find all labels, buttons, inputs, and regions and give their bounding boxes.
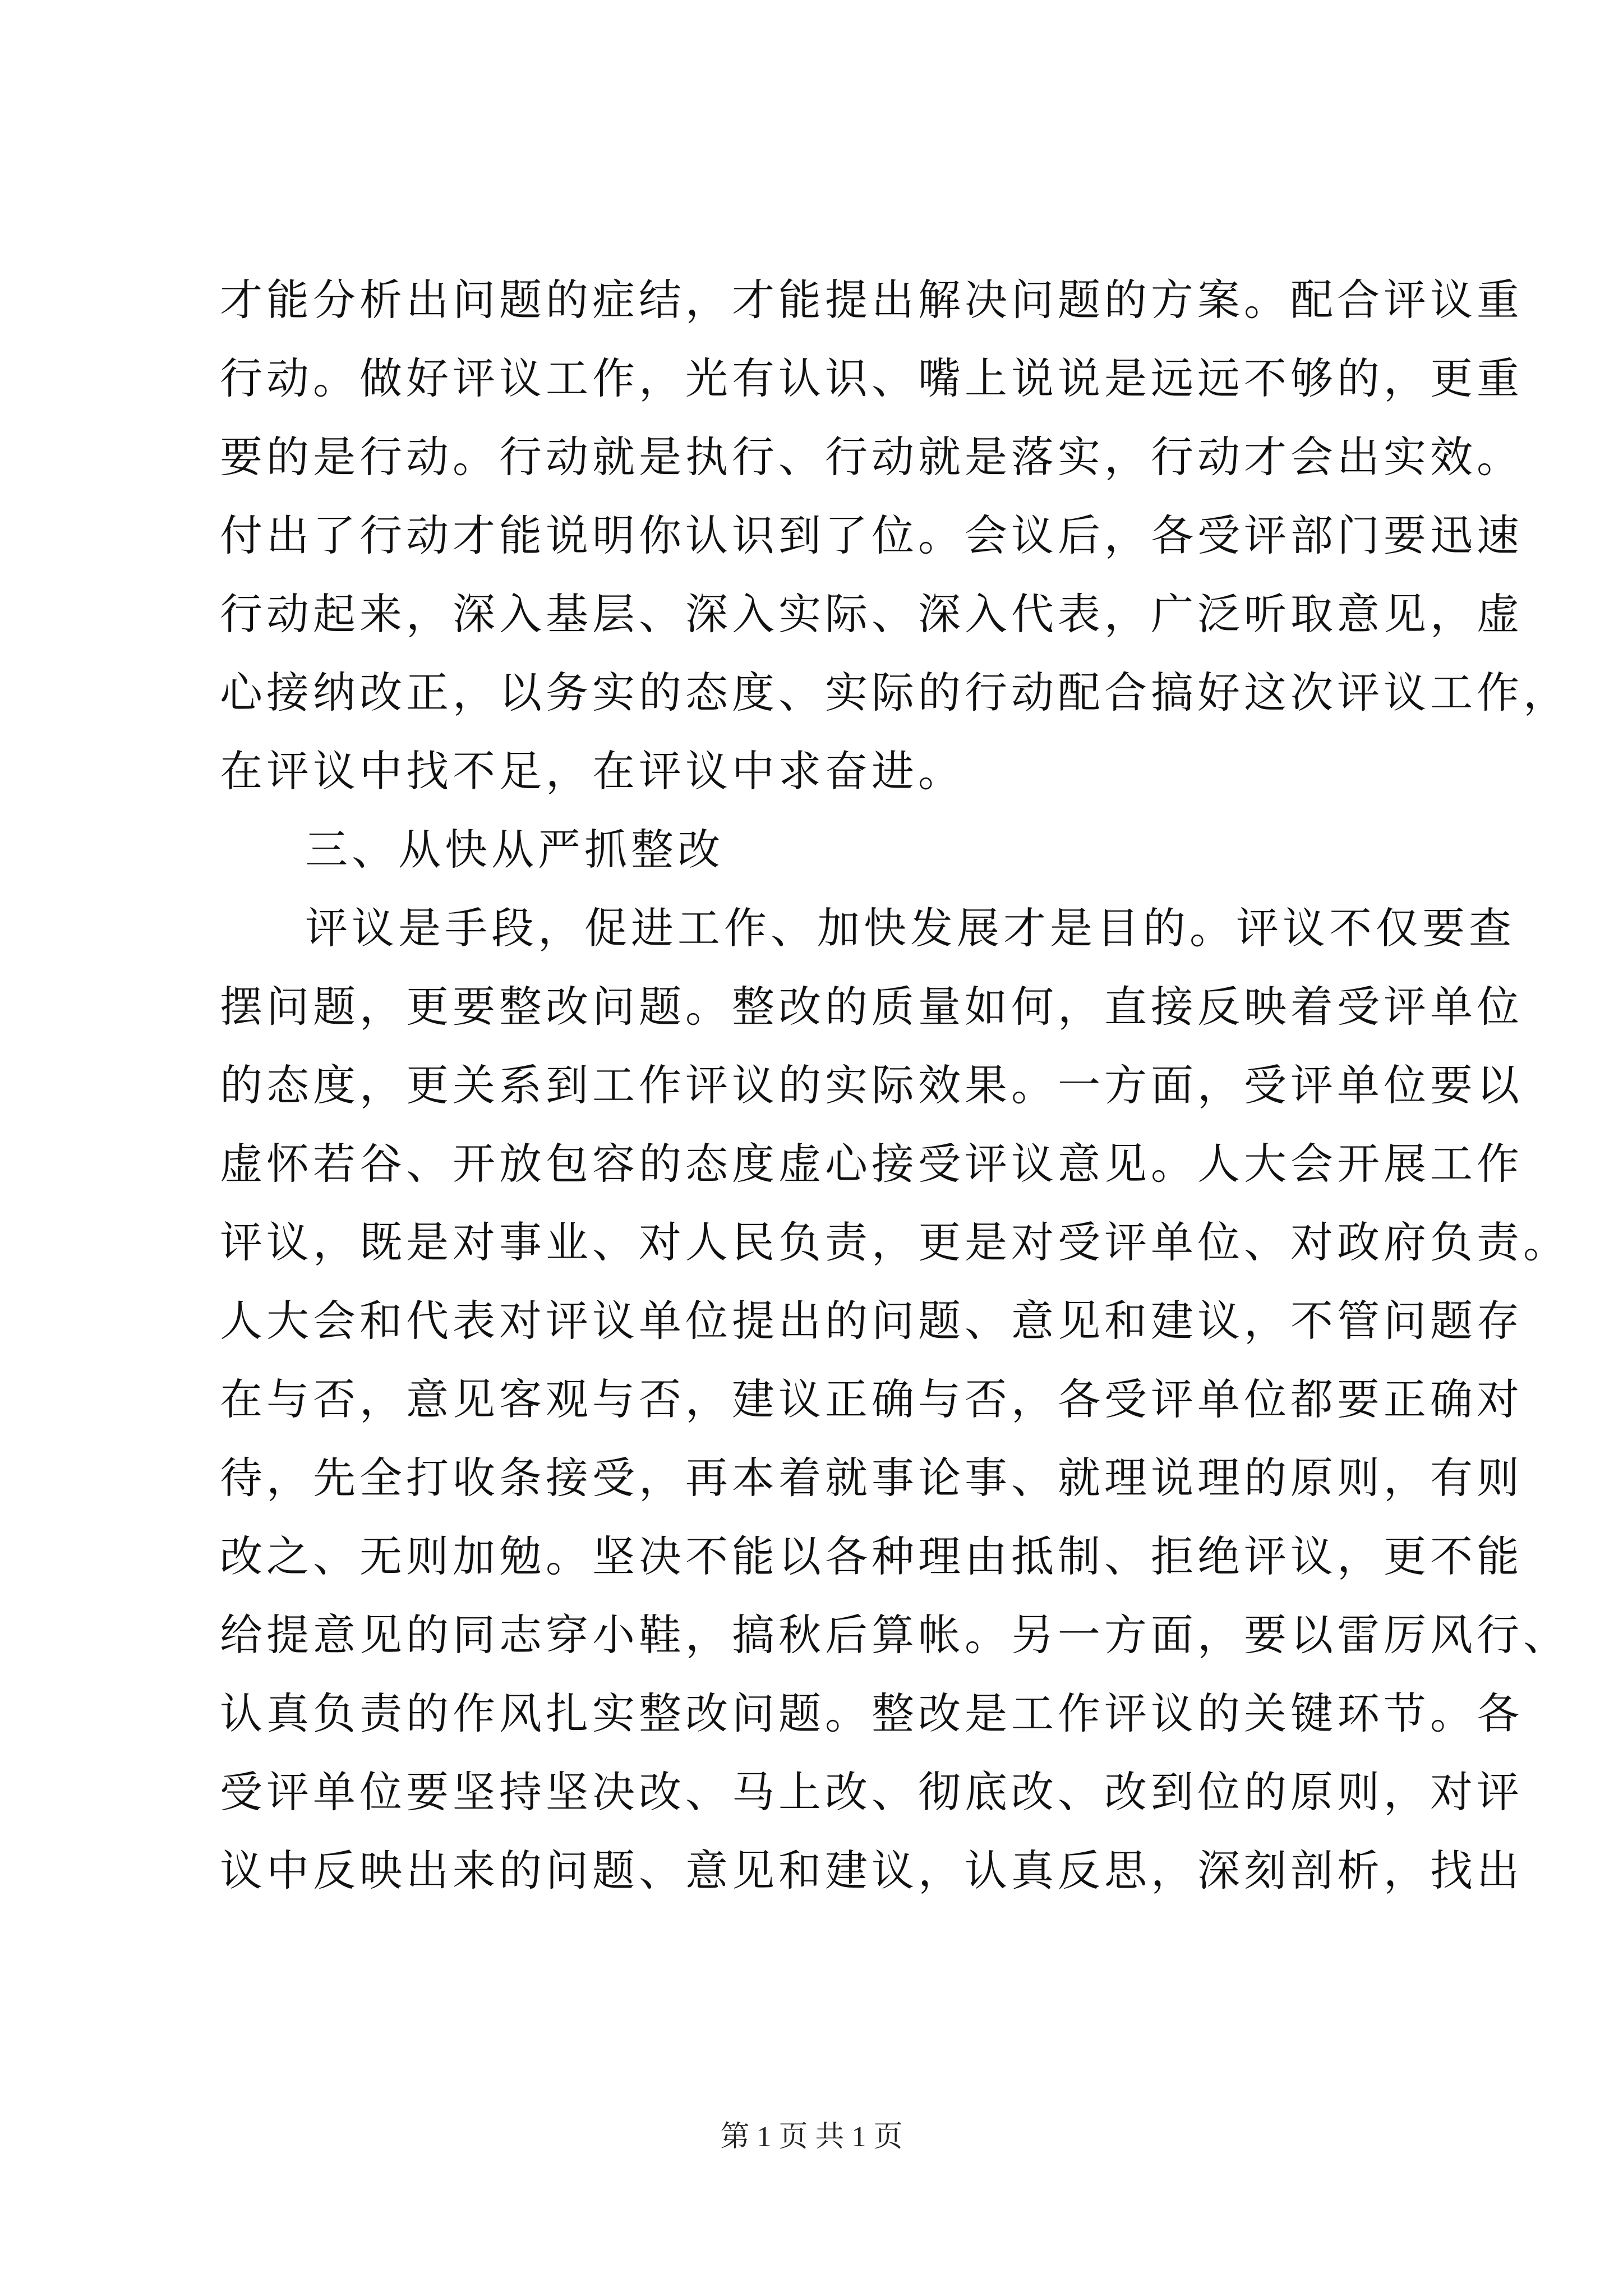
paragraph-line: 评议是手段，促进工作、加快发展才是目的。评议不仅要查	[305, 903, 1515, 953]
page-number-footer: 第 1 页 共 1 页	[720, 2121, 903, 2153]
section-heading: 三、从快从严抓整改	[305, 825, 724, 875]
paragraph-line: 的态度，更关系到工作评议的实际效果。一方面，受评单位要以	[220, 1060, 1523, 1110]
text-line: 付出了行动才能说明你认识到了位。会议后，各受评部门要迅速	[220, 510, 1523, 560]
paragraph-line: 给提意见的同志穿小鞋，搞秋后算帐。另一方面，要以雷厉风行、	[220, 1610, 1570, 1660]
paragraph-line: 虚怀若谷、开放包容的态度虚心接受评议意见。人大会开展工作	[220, 1139, 1523, 1189]
text-line: 才能分析出问题的症结，才能提出解决问题的方案。配合评议重	[220, 275, 1523, 325]
paragraph-line: 认真负责的作风扎实整改问题。整改是工作评议的关键环节。各	[220, 1688, 1523, 1738]
body-text	[220, 261, 1570, 1910]
paragraph-line: 摆问题，更要整改问题。整改的质量如何，直接反映着受评单位	[220, 982, 1523, 1032]
text-line: 行动起来，深入基层、深入实际、深入代表，广泛听取意见，虚	[220, 589, 1523, 639]
paragraph-line: 改之、无则加勉。坚决不能以各种理由抵制、拒绝评议，更不能	[220, 1531, 1523, 1581]
paragraph-line: 受评单位要坚持坚决改、马上改、彻底改、改到位的原则，对评	[220, 1767, 1523, 1817]
paragraph-line: 在与否，意见客观与否，建议正确与否，各受评单位都要正确对	[220, 1374, 1523, 1424]
text-line: 行动。做好评议工作，光有认识、嘴上说说是远远不够的，更重	[220, 353, 1523, 403]
paragraph-line: 议中反映出来的问题、意见和建议，认真反思，深刻剖析，找出	[220, 1846, 1523, 1895]
text-line: 心接纳改正，以务实的态度、实际的行动配合搞好这次评议工作，	[220, 668, 1570, 717]
paragraph-line: 评议，既是对事业、对人民负责，更是对受评单位、对政府负责。	[220, 1217, 1570, 1267]
text-line: 在评议中找不足，在评议中求奋进。	[220, 746, 965, 796]
paragraph-line: 待，先全打收条接受，再本着就事论事、就理说理的原则，有则	[220, 1453, 1523, 1503]
text-line: 要的是行动。行动就是执行、行动就是落实，行动才会出实效。	[220, 432, 1523, 482]
paragraph-line: 人大会和代表对评议单位提出的问题、意见和建议，不管问题存	[220, 1296, 1523, 1346]
